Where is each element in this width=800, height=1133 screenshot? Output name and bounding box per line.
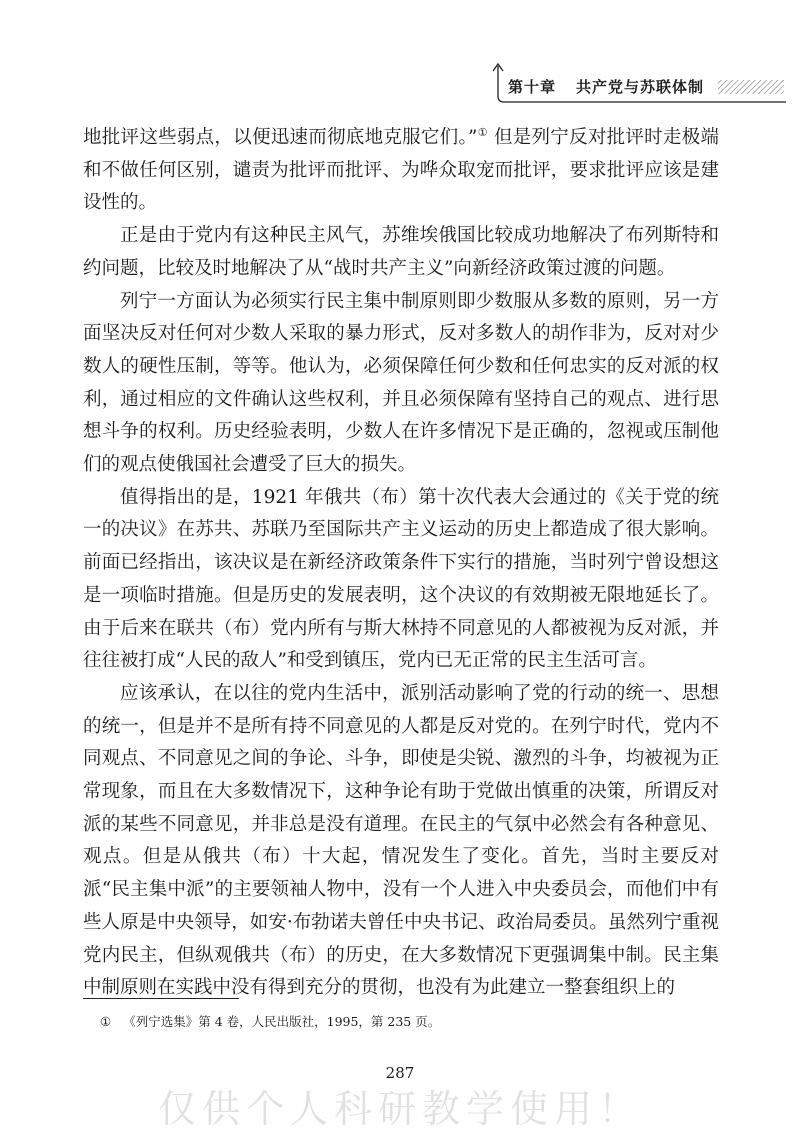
paragraph-3: 列宁一方面认为必须实行民主集中制原则即少数服从多数的原则，另一方面坚决反对任何对少数人采取的暴力形式，反对多数人的胡作非为，反对对少数人的硬性压制，等等。他认为，必须保障任何少数和任何忠实的反对派的权利，通过相应的文件确认这些权利，并且必须保障有坚持自己的观点、进行思想斗争的权利。历史经验表明，少数人在许多情况下是正确的，忽视或压制他们的观点使俄国社会遭受了巨大的损失。 — [83, 290, 719, 476]
footnote-reference[interactable]: ① — [477, 125, 488, 139]
running-header — [490, 62, 790, 106]
footnote-rule — [83, 998, 239, 999]
footnote-number: ① — [100, 1014, 112, 1029]
footnote — [100, 1012, 440, 1030]
paragraph-1 — [83, 122, 719, 220]
page-number: 287 — [385, 1064, 415, 1082]
paragraph-text: 但是列宁反对批评时走极端和不做任何区别，谴责为批评而批评、为哗众取宠而批评，要求批评应该是建设性的。 — [83, 127, 719, 214]
body-text — [83, 122, 719, 1005]
paragraph-5: 应该承认，在以往的党内生活中，派别活动影响了党的行动的统一、思想的统一，但是并不是所有持不同意见的人都是反对党的。在列宁时代，党内不同观点、不同意见之间的争论、斗争，即使是尖锐、激烈的斗争，均被视为正常现象，而且在大多数情况下，这种争论有助于党做出慎重的决策，所谓反对派的某些不同意见，并非总是没有道理。在民主的气氛中必然会有各种意见、观点。但是从俄共（布）十大起，情况发生了变化。首先，当时主要反对派“民主集中派”的主要领袖人物中，没有一个人进入中央委员会，而他们中有些人原是中央领导，如安·布勃诺夫曾任中央书记、政治局委员。虽然列宁重视党内民主，但纵观俄共（布）的历史，在大多数情况下更强调集中制。民主集中制原则在实践中没有得到充分的贯彻，也没有为此建立一整套组织上的 — [83, 682, 719, 999]
chapter-label: 第十章 — [508, 78, 557, 96]
paragraph-4: 值得指出的是，1921 年俄共（布）第十次代表大会通过的《关于党的统一的决议》在苏共、苏联乃至国际共产主义运动的历史上都造成了很大影响。前面已经指出，该决议是在新经济政策条件下实行的措施，当时列宁曾设想这是一项临时措施。但是历史的发展表明，这个决议的有效期被无限地延长了。由于后来在联共（布）党内所有与斯大林持不同意见的人都被视为反对派，并往往被打成“人民的敌人”和受到镇压，党内已无正常的民主生活可言。 — [83, 486, 719, 672]
paragraph-2: 正是由于党内有这种民主风气，苏维埃俄国比较成功地解决了布列斯特和约问题，比较及时地解决了从“战时共产主义”向新经济政策过渡的问题。 — [83, 225, 719, 279]
chapter-title: 共产党与苏联体制 — [576, 78, 705, 96]
watermark: 仅供个人科研教学使用！ — [157, 1087, 642, 1131]
footnote-text: 《列宁选集》第 4 卷，人民出版社，1995，第 235 页。 — [123, 1014, 441, 1029]
paragraph-text: 地批评这些弱点，以便迅速而彻底地克服它们。” — [83, 127, 478, 148]
